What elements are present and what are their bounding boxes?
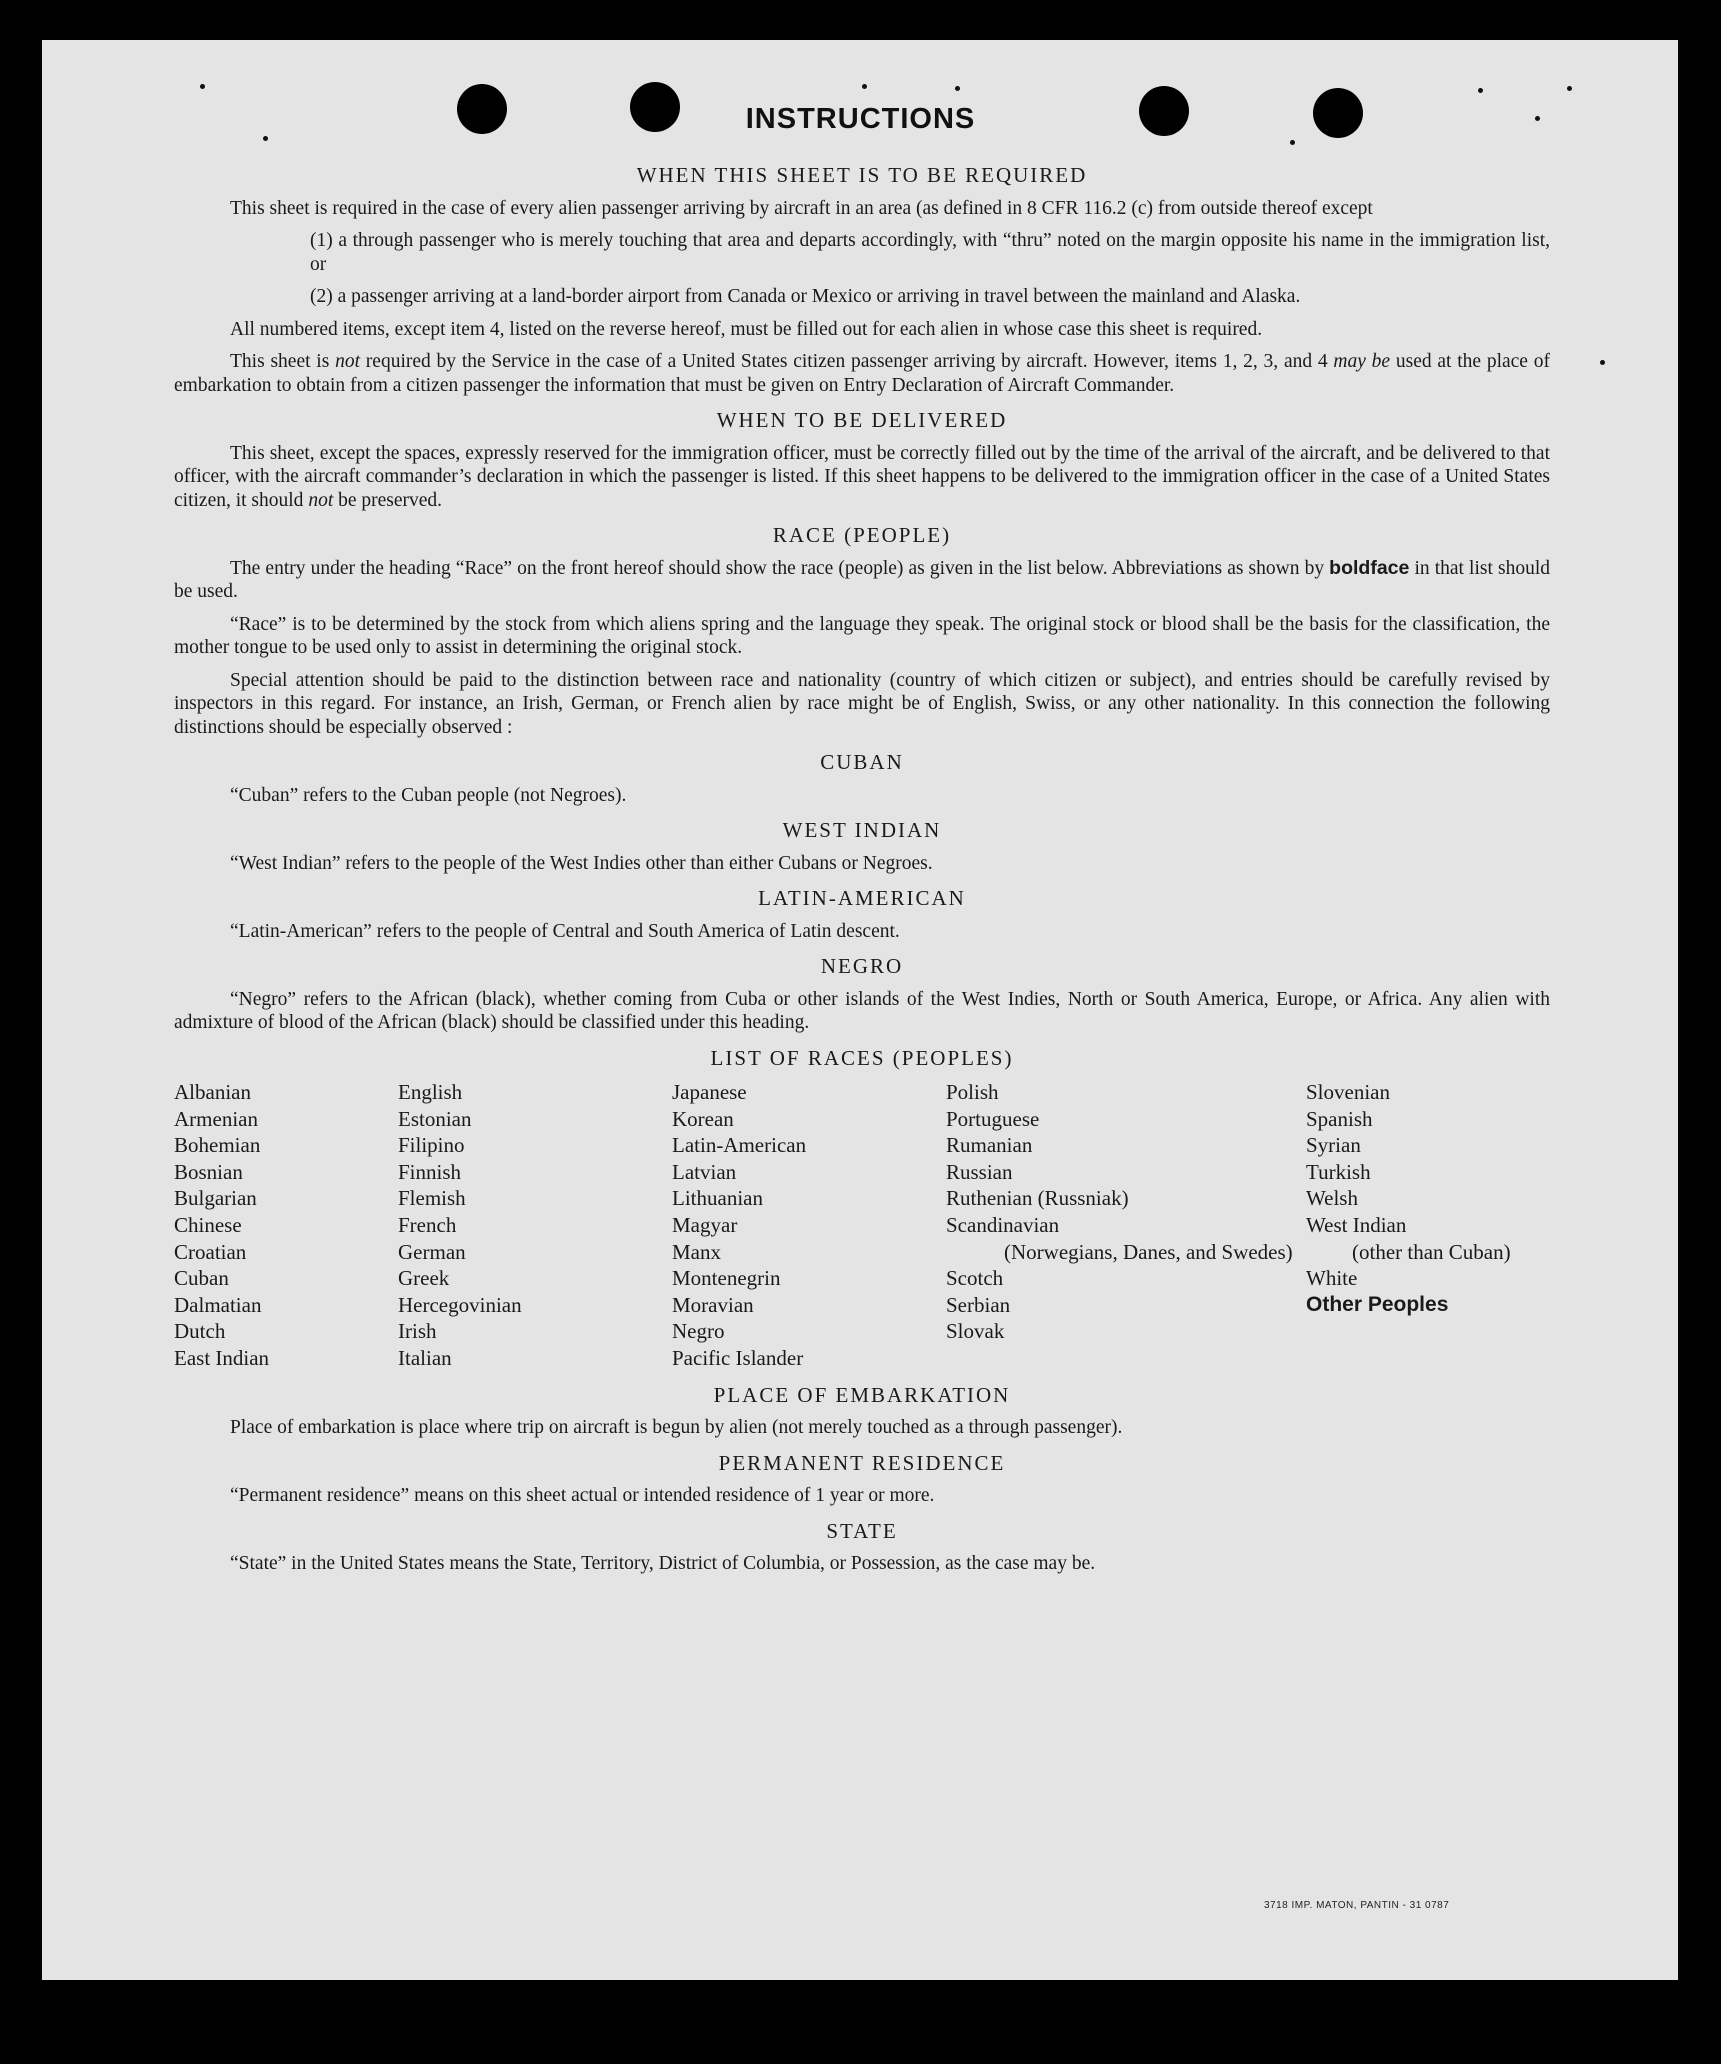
race-item: French: [398, 1212, 457, 1237]
race-item: West Indian: [1306, 1212, 1407, 1237]
race-item: Scotch: [946, 1266, 1004, 1291]
definition-state: “State” in the United States means the State, Territory, District of Columbia, or Possession, as the case may be.: [230, 1553, 1096, 1575]
form-code: 3718 IMP. MATON, PANTIN - 31 0787: [1264, 1900, 1450, 1911]
paragraph: All numbered items, except item 4, listed on the reverse hereof, must be filled out for each alien in whose case this sheet is required.: [230, 318, 1263, 340]
page-title: INSTRUCTIONS: [745, 103, 976, 135]
race-item: Syrian: [1306, 1133, 1361, 1158]
race-item: Polish: [946, 1080, 999, 1104]
races-column: [398, 1079, 672, 1372]
definition-negro: “Negro” refers to the African (black), whether coming from Cuba or other islands of the West Indies, North or South America, Europe, or Africa. Any alien with admixture of blood of the African (black) should be classified under this heading.: [174, 988, 1550, 1033]
section-heading-state: STATE: [826, 1518, 898, 1543]
race-item: Rumanian: [946, 1133, 1033, 1158]
section-heading-race: RACE (PEOPLE): [772, 523, 952, 547]
race-item: Bulgarian: [174, 1186, 257, 1211]
section-heading-when-delivered: WHEN TO BE DELIVERED: [716, 408, 1008, 432]
race-item: Filipino: [398, 1133, 465, 1158]
races-column: [174, 1079, 398, 1372]
race-item: Latin-American: [672, 1133, 807, 1158]
race-item: Bohemian: [174, 1133, 261, 1158]
paragraph: Special attention should be paid to the distinction between race and nationality (country of which citizen or subject), and entries should be carefully revised by inspectors in this regard. For instance, an Irish, German, or French alien by race might be of English, Swiss, or any other nationality. In this connection the following distinctions should be especially observed :: [174, 669, 1550, 738]
races-column: [1306, 1079, 1550, 1372]
speck: [263, 136, 268, 141]
race-item-note: (Norwegians, Danes, and Swedes): [1004, 1239, 1293, 1264]
speck: [1600, 360, 1605, 365]
exception-item-2: (2) a passenger arriving at a land-border airport from Canada or Mexico or arriving in travel between the mainland and Alaska.: [310, 286, 1301, 307]
speck: [955, 86, 960, 91]
race-item: Korean: [672, 1106, 734, 1131]
race-item: Irish: [398, 1319, 437, 1344]
definition-west-indian: “West Indian” refers to the people of the West Indies other than either Cubans or Negroes.: [230, 852, 933, 874]
race-item: Armenian: [174, 1106, 258, 1131]
race-item: Welsh: [1306, 1186, 1358, 1211]
race-item: Serbian: [946, 1292, 1011, 1317]
race-item: Magyar: [672, 1212, 738, 1237]
race-item: Greek: [398, 1266, 450, 1291]
instructions-body: [174, 152, 1550, 1585]
race-item: Moravian: [672, 1292, 754, 1317]
paragraph: The entry under the heading “Race” on the front hereof should show the race (people) as given in the list below. Abbreviations as shown by boldface in that list should be used.: [174, 556, 1550, 602]
race-item: Estonian: [398, 1106, 472, 1131]
paragraph: “Race” is to be determined by the stock from which aliens spring and the language they speak. The original stock or blood shall be the basis for the classification, the mother tongue to be used only to assist in determining the original stock.: [174, 613, 1550, 658]
definition-latin-american: “Latin-American” refers to the people of Central and South America of Latin descent.: [230, 920, 900, 942]
speck: [200, 84, 205, 89]
race-item: Slovenian: [1306, 1080, 1390, 1104]
race-item: English: [398, 1080, 463, 1104]
section-heading-list-of-races: LIST OF RACES (PEOPLES): [710, 1045, 1014, 1070]
definition-residence: “Permanent residence” means on this sheet actual or intended residence of 1 year or more.: [230, 1485, 935, 1507]
race-item: East Indian: [174, 1345, 270, 1370]
section-heading-permanent-residence: PERMANENT RESIDENCE: [718, 1450, 1006, 1475]
race-item: Croatian: [174, 1239, 247, 1264]
section-heading-latin-american: LATIN-AMERICAN: [758, 886, 966, 910]
race-item: Chinese: [174, 1212, 242, 1237]
race-item: Negro: [672, 1319, 725, 1344]
section-heading-embarkation: PLACE OF EMBARKATION: [713, 1382, 1011, 1407]
race-item: Latvian: [672, 1159, 737, 1184]
races-column: [672, 1079, 946, 1372]
races-column: [946, 1079, 1306, 1372]
section-heading-when-required: WHEN THIS SHEET IS TO BE REQUIRED: [636, 163, 1088, 187]
speck: [862, 84, 867, 89]
race-item: Russian: [946, 1159, 1013, 1184]
race-item: Ruthenian (Russniak): [946, 1186, 1129, 1211]
speck: [1478, 88, 1483, 93]
race-item: Italian: [398, 1345, 452, 1370]
race-item: Hercegovinian: [398, 1292, 522, 1317]
race-item: Albanian: [174, 1080, 251, 1104]
race-item-note: (other than Cuban): [1352, 1239, 1511, 1264]
race-item: Scandinavian: [946, 1212, 1060, 1237]
race-item: German: [398, 1239, 466, 1264]
definition-embarkation: Place of embarkation is place where trip on aircraft is begun by alien (not merely touched as a through passenger).: [230, 1417, 1123, 1439]
paragraph: This sheet, except the spaces, expressly reserved for the immigration officer, must be correctly filled out by the time of the arrival of the aircraft, and be delivered to that officer, with the aircraft commander’s declaration in which the passenger is listed. If this sheet happens to be delivered to the immigration officer in the case of a United States citizen, it should not be preserved.: [174, 442, 1550, 511]
paragraph: This sheet is not required by the Service in the case of a United States citizen passenger arriving by aircraft. However, items 1, 2, 3, and 4 may be used at the place of embarkation to obtain from a citizen passenger the information that must be given on Entry Declaration of Aircraft Commander.: [174, 351, 1550, 396]
races-list: [174, 1079, 1550, 1372]
definition-cuban: “Cuban” refers to the Cuban people (not Negroes).: [230, 784, 627, 806]
speck: [1290, 140, 1295, 145]
race-item: Other Peoples: [1306, 1292, 1449, 1316]
race-item: Flemish: [398, 1186, 466, 1211]
speck: [1567, 86, 1572, 91]
race-item: Dalmatian: [174, 1292, 262, 1317]
race-item: Cuban: [174, 1266, 229, 1291]
race-item: Spanish: [1306, 1106, 1373, 1131]
race-item: Finnish: [398, 1159, 462, 1184]
paragraph: This sheet is required in the case of every alien passenger arriving by aircraft in an area (as defined in 8 CFR 116.2 (c) from outside thereof except: [230, 197, 1373, 219]
race-item: Bosnian: [174, 1159, 243, 1184]
section-heading-west-indian: WEST INDIAN: [782, 818, 942, 842]
race-item: Manx: [672, 1239, 721, 1264]
race-item: Japanese: [672, 1080, 747, 1104]
race-item: Slovak: [946, 1319, 1005, 1344]
race-item: Pacific Islander: [672, 1345, 804, 1370]
exception-item-1: (1) a through passenger who is merely touching that area and departs accordingly, with “thru” noted on the margin opposite his name in the immigration list, or: [310, 230, 1550, 275]
race-item: Lithuanian: [672, 1186, 763, 1211]
race-item: Dutch: [174, 1319, 226, 1344]
race-item: Turkish: [1306, 1159, 1371, 1184]
race-item: Montenegrin: [672, 1266, 781, 1291]
race-item: White: [1306, 1266, 1358, 1291]
section-heading-negro: NEGRO: [820, 954, 904, 978]
section-heading-cuban: CUBAN: [820, 750, 904, 774]
race-item: Portuguese: [946, 1106, 1040, 1131]
